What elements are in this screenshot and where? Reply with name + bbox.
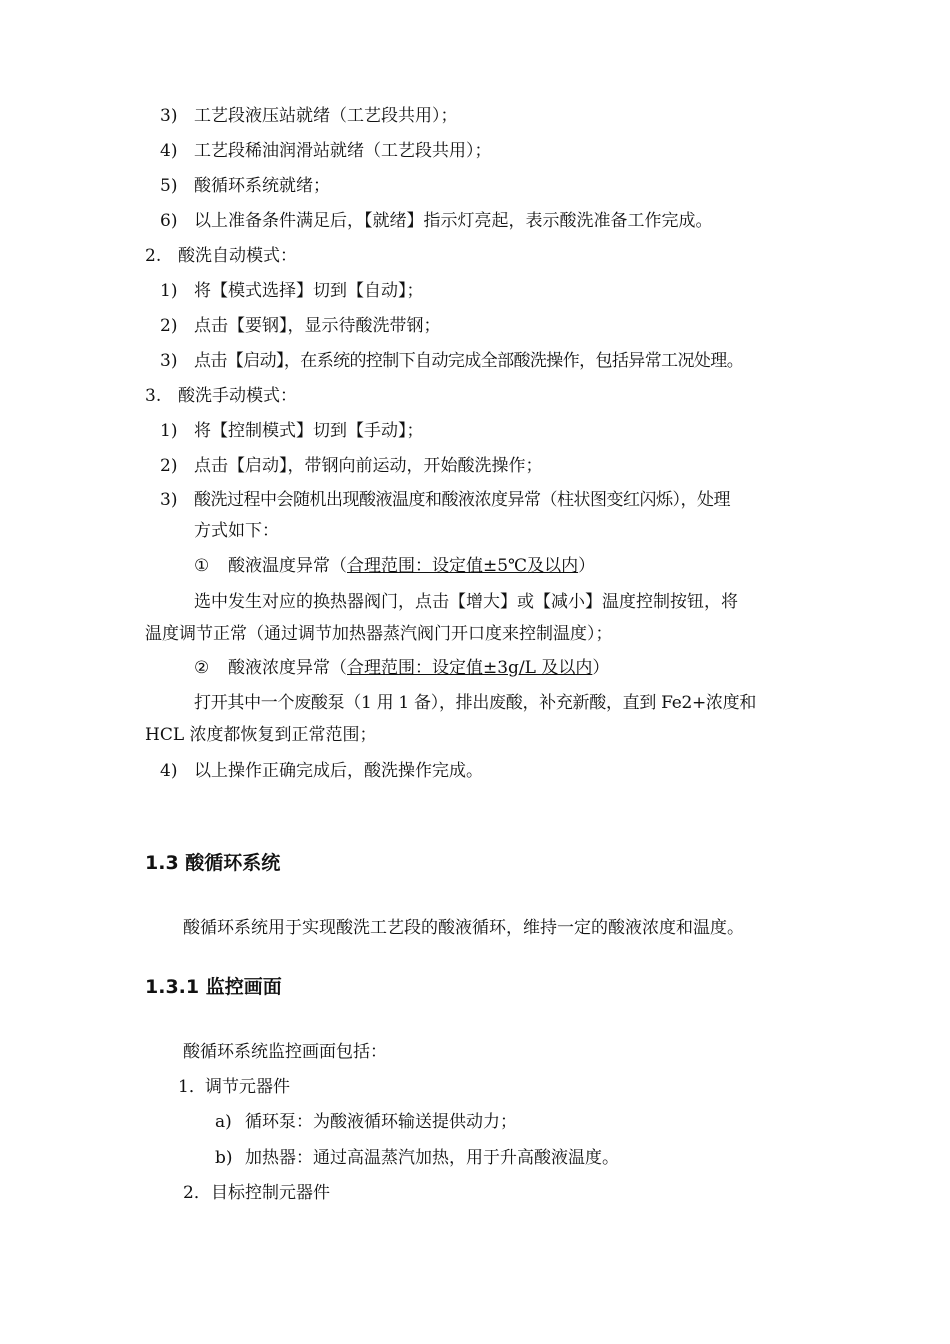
list-text: 调节元器件: [205, 1077, 290, 1097]
conc-desc-line2: HCL 浓度都恢复到正常范围；: [145, 725, 377, 745]
list-text: 将【控制模式】切到【手动】；: [194, 421, 424, 441]
list-text-continued: 方式如下：: [194, 521, 279, 541]
list-text: 目标控制元器件: [211, 1183, 330, 1203]
list-number: 6): [160, 211, 178, 231]
list-text: 将【模式选择】切到【自动】；: [194, 281, 424, 301]
list-text: 以上准备条件满足后，【就绪】指示灯亮起，表示酸洗准备工作完成。: [194, 211, 713, 231]
conc-desc-line1: 打开其中一个废酸泵（1 用 1 备），排出废酸，补充新酸，直到 Fe2+浓度和: [194, 693, 757, 713]
list-number: 2): [160, 316, 178, 336]
temp-desc-line2: 温度调节正常（通过调节加热器蒸汽阀门开口度来控制温度）；: [145, 624, 613, 644]
close-paren: ）: [578, 556, 596, 576]
list-number: 1．: [178, 1077, 206, 1097]
temp-anomaly-text: [228, 555, 595, 577]
list-number: 4): [160, 761, 178, 781]
list-number: 5): [160, 176, 178, 196]
circle-one-marker: ①: [194, 556, 210, 576]
temp-range: 合理范围：设定值±5℃及以内: [347, 556, 579, 576]
list-text: 酸洗手动模式：: [178, 386, 297, 406]
list-text: 酸洗自动模式：: [178, 246, 297, 266]
list-number: 3): [160, 106, 178, 126]
list-text: 酸循环系统就绪；: [194, 176, 330, 196]
list-number: 3): [160, 351, 178, 371]
conc-anomaly-label: 酸液浓度异常（: [228, 658, 347, 678]
list-text: 点击【要钢】，显示待酸洗带钢；: [194, 316, 441, 336]
close-paren: ）: [592, 658, 610, 678]
list-text: 工艺段液压站就绪（工艺段共用）；: [194, 106, 458, 126]
list-number: a): [215, 1112, 232, 1132]
list-number: 1): [160, 281, 178, 301]
list-number: 3.: [145, 386, 162, 406]
list-text: 以上操作正确完成后，酸洗操作完成。: [194, 761, 483, 781]
section-intro: 酸循环系统用于实现酸洗工艺段的酸液循环，维持一定的酸液浓度和温度。: [183, 918, 744, 938]
list-number: 3): [160, 490, 178, 510]
subsection-intro: 酸循环系统监控画面包括：: [183, 1042, 387, 1062]
list-text: 点击【启动】，在系统的控制下自动完成全部酸洗操作，包括异常工况处理。: [194, 351, 744, 371]
conc-range: 合理范围：设定值±3g/L 及以内: [347, 658, 593, 678]
list-number: b): [215, 1148, 233, 1168]
list-number: 1): [160, 421, 178, 441]
conc-anomaly-text: [228, 657, 609, 679]
temp-anomaly-label: 酸液温度异常（: [228, 556, 347, 576]
temp-desc-line1: 选中发生对应的换热器阀门，点击【增大】或【减小】温度控制按钮，将: [194, 592, 738, 612]
list-text: 工艺段稀油润滑站就绪（工艺段共用）；: [194, 141, 492, 161]
list-text: 循环泵：为酸液循环输送提供动力；: [245, 1112, 517, 1132]
subsection-heading: 1.3.1 监控画面: [145, 976, 282, 998]
list-number: 2．: [183, 1183, 211, 1203]
section-heading: 1.3 酸循环系统: [145, 852, 281, 874]
list-text: 酸洗过程中会随机出现酸液温度和酸液浓度异常（柱状图变红闪烁），处理: [194, 490, 730, 510]
list-number: 2): [160, 456, 178, 476]
list-text: 加热器：通过高温蒸汽加热，用于升高酸液温度。: [245, 1148, 619, 1168]
list-text: 点击【启动】，带钢向前运动，开始酸洗操作；: [194, 456, 543, 476]
circle-two-marker: ②: [194, 658, 210, 678]
list-number: 2.: [145, 246, 162, 266]
list-number: 4): [160, 141, 178, 161]
